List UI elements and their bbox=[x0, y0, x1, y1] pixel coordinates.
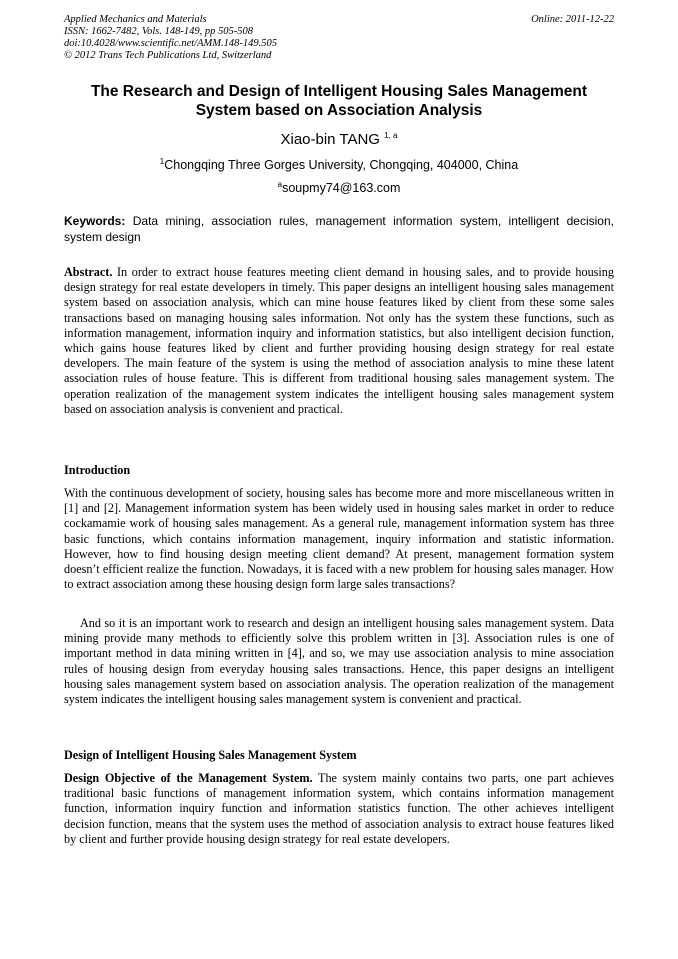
introduction-paragraph-2: And so it is an important work to research and design an intelligent housing sales management system. Data mining provide many methods to efficiently solve this problem written in [3]. Association rules is one of important method in data mining written in [4], and so, we may use association analysis to mine association rules of housing design from everyday housing sales transactions. Hence, this paper designs an intelligent housing sales management system based on association analysis. The operation realization of the management system indicates the intelligent housing sales management system is convenient and practical. bbox=[64, 616, 614, 707]
introduction-paragraph-1: With the continuous development of society, housing sales has become more and more miscellaneous written in [1] and [2]. Management information system has been widely used in housing sales market in order to reduce cockamamie work of housing sales management. As a general rule, management information system has three basic functions, which contains information management, inquiry information and statistic information. However, how to find housing design meeting client demand? At present, management formation system doesn’t efficient realize the function. Nowadays, it is faced with a new problem for housing sales manager. How to extract association among these housing design form large sales transactions? bbox=[64, 486, 614, 592]
keywords-label: Keywords: bbox=[64, 214, 126, 228]
issn: ISSN: 1662-7482, Vols. 148-149, pp 505-508 bbox=[64, 26, 253, 37]
keywords-text: Data mining, association rules, management information system, intelligent decision, system design bbox=[64, 214, 614, 244]
title-line-2: System based on Association Analysis bbox=[195, 102, 483, 119]
online-date: Online: 2011-12-22 bbox=[531, 14, 614, 25]
author-name: Xiao-bin TANG bbox=[280, 131, 380, 148]
abstract bbox=[64, 265, 614, 417]
email-line bbox=[64, 180, 614, 196]
affiliation: Chongqing Three Gorges University, Chongqing, 404000, China bbox=[164, 158, 519, 172]
title-line-1: The Research and Design of Intelligent Housing Sales Management bbox=[90, 83, 588, 100]
doi: doi:10.4028/www.scientific.net/AMM.148-149.505 bbox=[64, 38, 277, 49]
affiliation-line bbox=[64, 157, 614, 173]
design-text: The system mainly contains two parts, one part achieves traditional basic functions of management information system, which contains information management function, information inquiry function and information statistics function. The other achieves intelligent decision function, means that the system uses the method of association analysis to extract house features liked by client and further provide housing design strategy for real estate developers. bbox=[64, 771, 614, 846]
paper-title bbox=[64, 82, 614, 120]
introduction-heading: Introduction bbox=[64, 463, 131, 477]
keywords bbox=[64, 213, 614, 245]
email-sup: a bbox=[277, 179, 283, 189]
email: soupmy74@163.com bbox=[282, 181, 401, 195]
copyright: © 2012 Trans Tech Publications Ltd, Switzerland bbox=[64, 50, 272, 61]
design-subheading: Design Objective of the Management System. bbox=[64, 771, 313, 785]
abstract-text: In order to extract house features meeting client demand in housing sales, and to provide housing design strategy for real estate developers in timely. This paper designs an intelligent housing sales management system based on association analysis, which can mine house features liked by client from these some sales transactions based on managing housing sales information. Not only has the system these functions, such as information management, information inquiry and information statistics, but also intelligent decision function, which gains house features liked by client and further providing housing design strategy for real estate developers. The main feature of the system is using the method of association analysis to mine these latent association rules of house feature. This is different from traditional housing sales management system. The operation realization of the management system indicates the intelligent housing sales management system based on association analysis is convenient and practical. bbox=[64, 265, 614, 416]
author-sup: 1, a bbox=[384, 131, 398, 140]
journal-name: Applied Mechanics and Materials bbox=[64, 14, 207, 25]
abstract-label: Abstract. bbox=[64, 265, 113, 279]
author-line bbox=[64, 131, 614, 149]
journal-header bbox=[64, 14, 614, 62]
design-paragraph bbox=[64, 771, 614, 847]
affiliation-sup: 1 bbox=[159, 156, 165, 166]
design-heading: Design of Intelligent Housing Sales Management System bbox=[64, 748, 357, 762]
